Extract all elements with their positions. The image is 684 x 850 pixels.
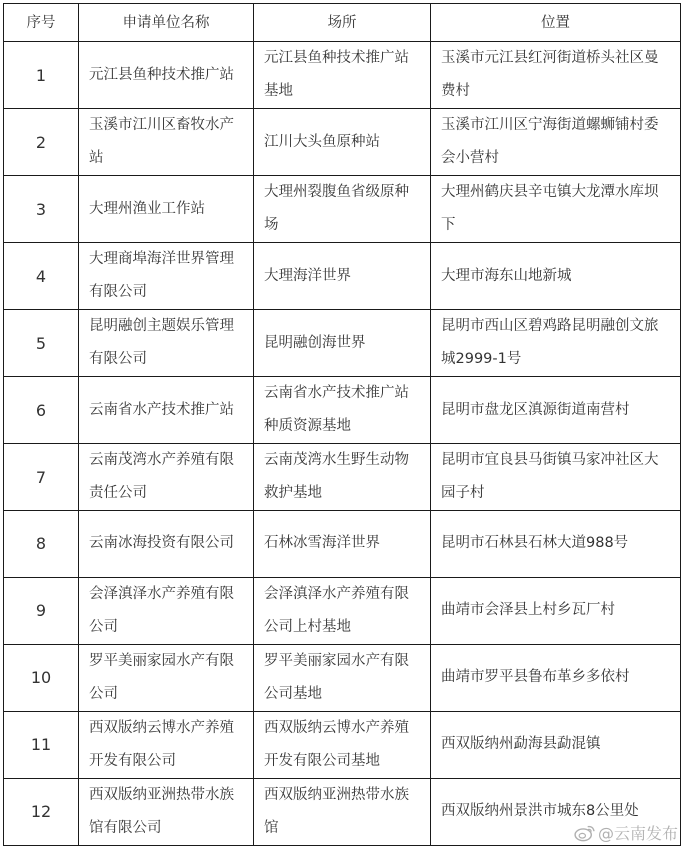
cell-applicant: 西双版纳云博水产养殖开发有限公司: [79, 711, 254, 778]
cell-no: 7: [4, 444, 79, 511]
cell-no: 8: [4, 511, 79, 578]
cell-no: 4: [4, 243, 79, 310]
cell-no: 5: [4, 310, 79, 377]
table-row: [4, 511, 681, 578]
cell-applicant: 云南冰海投资有限公司: [79, 511, 254, 578]
header-row: [4, 4, 681, 42]
cell-site: 西双版纳亚洲热带水族馆: [254, 778, 431, 845]
cell-applicant: 罗平美丽家园水产有限公司: [79, 644, 254, 711]
cell-location: 昆明市盘龙区滇源街道南营村: [431, 377, 681, 444]
facility-table: [3, 3, 681, 846]
cell-applicant: 元江县鱼种技术推广站: [79, 42, 254, 109]
cell-no: 9: [4, 577, 79, 644]
cell-applicant: 大理商埠海洋世界管理有限公司: [79, 243, 254, 310]
cell-applicant: 大理州渔业工作站: [79, 176, 254, 243]
cell-location: 昆明市宜良县马街镇马家冲社区大园子村: [431, 444, 681, 511]
cell-site: 昆明融创海世界: [254, 310, 431, 377]
cell-location: 昆明市西山区碧鸡路昆明融创文旅城2999-1号: [431, 310, 681, 377]
cell-site: 罗平美丽家园水产有限公司基地: [254, 644, 431, 711]
cell-site: 大理海洋世界: [254, 243, 431, 310]
cell-site: 大理州裂腹鱼省级原种场: [254, 176, 431, 243]
cell-location: 西双版纳州勐海县勐混镇: [431, 711, 681, 778]
watermark-text: @云南发布: [597, 824, 678, 843]
cell-location: 大理市海东山地新城: [431, 243, 681, 310]
weibo-icon: [574, 824, 596, 842]
cell-applicant: 会泽滇泽水产养殖有限公司: [79, 577, 254, 644]
cell-applicant: 云南茂湾水产养殖有限责任公司: [79, 444, 254, 511]
table-body: [4, 42, 681, 846]
cell-location: 大理州鹤庆县辛屯镇大龙潭水库坝下: [431, 176, 681, 243]
table-row: [4, 243, 681, 310]
header-site: 场所: [254, 4, 431, 42]
cell-applicant: 云南省水产技术推广站: [79, 377, 254, 444]
header-location: 位置: [431, 4, 681, 42]
cell-applicant: 昆明融创主题娱乐管理有限公司: [79, 310, 254, 377]
cell-no: 12: [4, 778, 79, 845]
cell-site: 云南省水产技术推广站种质资源基地: [254, 377, 431, 444]
table-row: [4, 377, 681, 444]
cell-location: 玉溪市元江县红河街道桥头社区曼费村: [431, 42, 681, 109]
cell-no: 10: [4, 644, 79, 711]
watermark: [574, 821, 678, 844]
table-row: [4, 176, 681, 243]
table-row: [4, 310, 681, 377]
table-row: [4, 42, 681, 109]
cell-no: 11: [4, 711, 79, 778]
cell-location: 曲靖市罗平县鲁布革乡多依村: [431, 644, 681, 711]
header-applicant: 申请单位名称: [79, 4, 254, 42]
cell-site: 会泽滇泽水产养殖有限公司上村基地: [254, 577, 431, 644]
cell-site: 西双版纳云博水产养殖开发有限公司基地: [254, 711, 431, 778]
cell-no: 6: [4, 377, 79, 444]
table-row: [4, 109, 681, 176]
header-no: 序号: [4, 4, 79, 42]
cell-site: 云南茂湾水生野生动物救护基地: [254, 444, 431, 511]
cell-site: 元江县鱼种技术推广站基地: [254, 42, 431, 109]
table-row: [4, 711, 681, 778]
table-row: [4, 577, 681, 644]
table-row: [4, 444, 681, 511]
cell-location: 昆明市石林县石林大道988号: [431, 511, 681, 578]
cell-no: 1: [4, 42, 79, 109]
cell-location: 曲靖市会泽县上村乡瓦厂村: [431, 577, 681, 644]
cell-applicant: 西双版纳亚洲热带水族馆有限公司: [79, 778, 254, 845]
cell-site: 江川大头鱼原种站: [254, 109, 431, 176]
cell-location: 玉溪市江川区宁海街道螺蛳铺村委会小营村: [431, 109, 681, 176]
cell-location: 西双版纳州景洪市城东8公里处: [431, 778, 681, 845]
cell-no: 3: [4, 176, 79, 243]
cell-site: 石林冰雪海洋世界: [254, 511, 431, 578]
cell-no: 2: [4, 109, 79, 176]
cell-applicant: 玉溪市江川区畜牧水产站: [79, 109, 254, 176]
table-row: [4, 644, 681, 711]
